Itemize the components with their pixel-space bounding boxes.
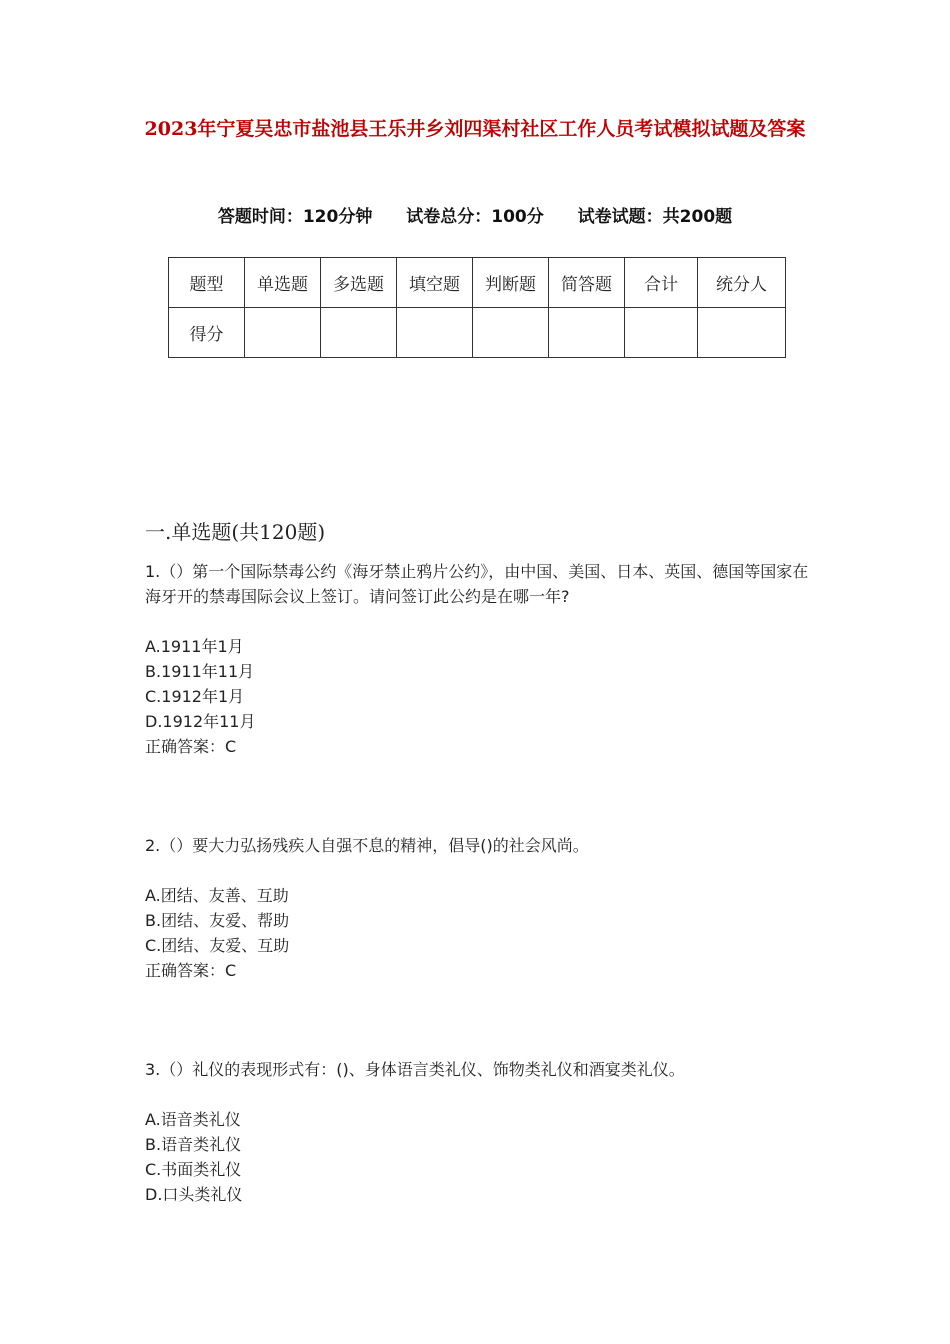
- score-header-cell: 合计: [625, 258, 698, 308]
- score-cell: [245, 308, 321, 358]
- score-header-cell: 统分人: [698, 258, 786, 308]
- question-answer: 正确答案：C: [145, 961, 237, 980]
- score-header-cell: 单选题: [245, 258, 321, 308]
- question-option: B.语音类礼仪: [145, 1135, 242, 1154]
- section-title: 一.单选题(共120题): [145, 520, 326, 544]
- exam-time: 答题时间：120分钟: [217, 207, 373, 227]
- question-stem: 3.（）礼仪的表现形式有：()、身体语言类礼仪、饰物类礼仪和酒宴类礼仪。: [145, 1060, 685, 1079]
- question-option: C.1912年1月: [145, 687, 245, 706]
- question-options: [145, 883, 810, 983]
- question-stem: 2.（）要大力弘扬残疾人自强不息的精神，倡导()的社会风尚。: [145, 836, 589, 855]
- question-option: B.1911年11月: [145, 662, 255, 681]
- question-options: [145, 1107, 810, 1207]
- score-row-label: 得分: [169, 308, 245, 358]
- question-item: [145, 559, 810, 759]
- score-table: [168, 257, 786, 358]
- exam-question-count: 试卷试题：共200题: [577, 207, 733, 227]
- question-option: A.团结、友善、互助: [145, 886, 289, 905]
- question-option: C.团结、友爱、互助: [145, 936, 290, 955]
- score-header-cell: 简答题: [549, 258, 625, 308]
- question-stem: 1.（）第一个国际禁毒公约《海牙禁止鸦片公约》，由中国、美国、日本、英国、德国等国家在海牙开的禁毒国际会议上签订。请问签订此公约是在哪一年?: [145, 562, 809, 606]
- score-cell: [549, 308, 625, 358]
- question-option: D.口头类礼仪: [145, 1185, 243, 1204]
- question-option: D.1912年11月: [145, 712, 256, 731]
- score-cell: [625, 308, 698, 358]
- question-option: C.书面类礼仪: [145, 1160, 242, 1179]
- question-option: B.团结、友爱、帮助: [145, 911, 290, 930]
- exam-total-score: 试卷总分：100分: [406, 207, 544, 227]
- question-item: [145, 833, 810, 983]
- score-header-cell: 多选题: [321, 258, 397, 308]
- score-header-cell: 填空题: [397, 258, 473, 308]
- score-header-cell: 判断题: [473, 258, 549, 308]
- score-table-value-row: [169, 308, 786, 358]
- question-option: A.语音类礼仪: [145, 1110, 241, 1129]
- question-options: [145, 634, 810, 759]
- score-table-header-row: [169, 258, 786, 308]
- score-cell: [473, 308, 549, 358]
- question-answer: 正确答案：C: [145, 737, 237, 756]
- question-item: [145, 1057, 810, 1207]
- document-title: 2023年宁夏吴忠市盐池县王乐井乡刘四渠村社区工作人员考试模拟试题及答案: [144, 118, 806, 140]
- question-option: A.1911年1月: [145, 637, 244, 656]
- score-header-cell: 题型: [169, 258, 245, 308]
- score-cell: [321, 308, 397, 358]
- exam-meta: [0, 202, 950, 227]
- score-cell: [397, 308, 473, 358]
- score-cell: [698, 308, 786, 358]
